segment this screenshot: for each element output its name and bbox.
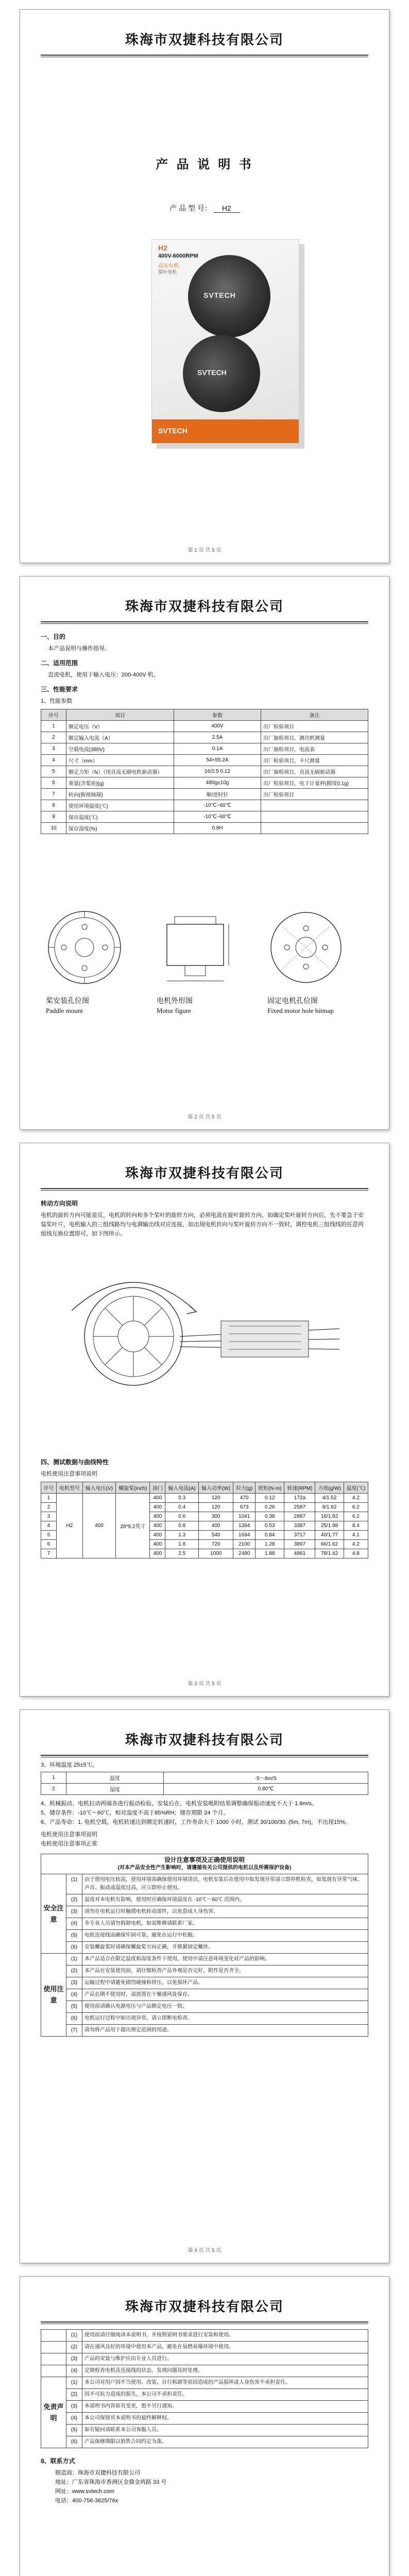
test-cell: 2 — [41, 1503, 57, 1512]
test-cell: 400 — [198, 1521, 233, 1531]
test-header-cell: 拉力(g) — [233, 1482, 255, 1494]
note-number: (5) — [66, 1930, 82, 1942]
test-cell: 4.2 — [344, 1494, 368, 1503]
notes-title-row — [41, 1854, 368, 1874]
note-number: (2) — [66, 2342, 82, 2353]
test-cell: 6.2 — [344, 1503, 368, 1512]
notes-table-continued — [41, 2329, 368, 2448]
test-cell: 1.8 — [165, 1540, 199, 1549]
note-row — [41, 2377, 368, 2389]
spec-cell: 3 — [41, 743, 66, 755]
test-cell: 3 — [41, 1512, 57, 1521]
note-text: 电机连接线需确保牢固可靠，避免在运行中松脱。 — [82, 1930, 368, 1942]
test-cell: 2.5 — [165, 1549, 199, 1558]
header-rule — [41, 55, 368, 57]
spec-cell: 出厂抽检项目，测功机测量 — [261, 732, 368, 743]
note-number: (7) — [66, 2025, 82, 2037]
notes-title-2: (对本产品安全性产生影响时，请遵循有关公司提供的电机以及所需保护设备) — [117, 1865, 292, 1871]
usage-sub-note-2: 电机使用注意事项正常 — [41, 1841, 97, 1847]
note-row — [41, 1918, 368, 1930]
note-text: 产品保修期限以销售合同约定为准。 — [82, 2436, 368, 2448]
spec-cell: 4 — [41, 755, 66, 766]
spec-cell — [261, 800, 368, 811]
env-cell: 1 — [41, 1772, 66, 1784]
note-text: 本产品在安装使用前，请仔细检查产品外观是否完好，附件是否齐全。 — [82, 1965, 368, 1977]
note-number: (1) — [66, 1874, 82, 1894]
note-number: (5) — [66, 2001, 82, 2013]
note-number: (6) — [66, 1942, 82, 1954]
spec-cell: 出厂检验项目，卡尺测量 — [261, 755, 368, 766]
test-cell: 78/1.42 — [315, 1549, 344, 1558]
note-text: 电机运行过程中如出现异常，请立即断电检查。 — [82, 2013, 368, 2025]
paddle-mount-figure — [46, 909, 123, 986]
motor-image-2 — [183, 335, 260, 412]
test-data-table — [41, 1482, 368, 1558]
env-title: 3、环境温度 25±5℃。 — [41, 1762, 98, 1768]
note-section-label: 免责声明 — [41, 2377, 66, 2448]
spec-cell: 保存温度(℃) — [66, 811, 174, 823]
test-cell: 540 — [198, 1531, 233, 1540]
note-section-label: 使用注意 — [41, 1954, 66, 2037]
test-cell: 3717 — [284, 1531, 315, 1540]
contact-line: 网址：www.svtech.com — [55, 2488, 114, 2495]
note-row — [41, 1894, 368, 1906]
cover-title: 产 品 说 明 书 — [156, 157, 253, 172]
section-purpose-text: 本产品说明与操作指导。 — [48, 646, 110, 652]
test-cell: 0.6 — [165, 1512, 199, 1521]
test-cell: 6 — [41, 1540, 57, 1549]
test-header-row — [41, 1482, 368, 1494]
spec-cell — [261, 823, 368, 834]
test-cell: 400 — [150, 1503, 165, 1512]
test-cell: 400 — [150, 1549, 165, 1558]
spec-cell — [261, 811, 368, 823]
fixed-hole-figure — [267, 909, 345, 986]
spec-header-cell: 备注 — [261, 709, 368, 721]
spec-cell: 5 — [41, 766, 66, 777]
spec-cell: 出厂检验项目，电子计量秤(精度0.1g) — [261, 777, 368, 789]
note-number: (4) — [66, 2413, 82, 2425]
note-number: (3) — [66, 1977, 82, 1989]
page-number: 第 2 页 共 5 页 — [188, 1114, 221, 1120]
figure-caption-2: 电机外形图 — [157, 996, 193, 1005]
box-desc1: 高压电机 — [158, 263, 179, 269]
test-cell: 8.4 — [344, 1521, 368, 1531]
note-text: 安装螺旋桨时请确保螺旋桨方向正确，并锁紧固定螺丝。 — [82, 1942, 368, 1954]
note-section-label: 安全注意 — [41, 1874, 66, 1954]
figure-caption-en-2: Motor figure — [157, 1007, 191, 1014]
contact-line: 制造商：珠海市双捷科技有限公司 — [55, 2470, 140, 2476]
test-cell: 1041 — [233, 1512, 255, 1521]
test-header-cell: 温度(℃) — [344, 1482, 368, 1494]
test-cell-model: H2 — [57, 1494, 83, 1558]
test-cell: 1394 — [233, 1521, 255, 1531]
spec-cell: 额定力矩（N）（用直流无刷电机驱动器） — [66, 766, 174, 777]
rotation-text: 电机的旋转方向可能是反，电机的转向和多个桨叶的旋转方向，必须电流在旋叶旋转方向。如确定桨叶旋转方向后，先不要急于安装桨叶片，电机输入的三组线路均与电调输出线对应连接，如出现电机转向与桨叶旋转方向不一致时，调控电机三组线线的任意两组线互换位置即可，如下图所示。 — [41, 1212, 364, 1237]
note-text: 如有疑问请联系本公司客服人员。 — [82, 2425, 368, 2436]
test-cell: 0.84 — [255, 1531, 284, 1540]
company-name: 珠海市双捷科技有限公司 — [125, 599, 284, 615]
box-model: H2 — [158, 244, 167, 252]
test-cell: 400 — [150, 1540, 165, 1549]
spec-cell: 额定电压（V） — [66, 721, 174, 732]
note-number: (3) — [66, 1906, 82, 1918]
env-cell: 0.80℃ — [164, 1784, 368, 1795]
note-text: 使用前请确认电源电压与产品额定电压一致。 — [82, 2001, 368, 2013]
spec-row — [41, 811, 368, 823]
test-cell: 8/1.62 — [315, 1503, 344, 1512]
note-text: 本公司保留对本说明书的最终解释权。 — [82, 2413, 368, 2425]
item-6: 6、产品寿命：1. 电机空载，电机转速达到额定转速时，工作寿命大于 1000 小时，测试 30/100/30. (5m, 7m)，不出现15%。 — [41, 1819, 351, 1825]
spec-cell: 转向(俯视轴端) — [66, 789, 174, 800]
note-row — [41, 2001, 368, 2013]
test-cell: 2587 — [284, 1503, 315, 1512]
test-cell: 470 — [233, 1494, 255, 1503]
note-row — [41, 2330, 368, 2342]
spec-cell: 400V — [174, 721, 261, 732]
company-name: 珠海市双捷科技有限公司 — [125, 1733, 284, 1748]
notes-title-cell — [41, 1854, 368, 1874]
test-header-cell: 扭矩(N·m) — [255, 1482, 284, 1494]
test-cell: 1.3 — [165, 1531, 199, 1540]
test-cell: 0.4 — [165, 1503, 199, 1512]
page-4 — [20, 1709, 389, 2263]
page-number: 第 1 页 共 5 页 — [188, 548, 221, 553]
spec-cell: 出厂检验项目 — [261, 789, 368, 800]
test-cell: 4.8 — [344, 1549, 368, 1558]
model-label: 产 品 型 号： — [169, 204, 212, 212]
contact-block — [41, 2468, 368, 2505]
motor-brand-1: SVTECH — [203, 291, 236, 299]
spec-row — [41, 777, 368, 789]
note-label-spacer — [41, 2353, 66, 2365]
env-row — [41, 1772, 368, 1784]
motor-figure — [157, 909, 234, 986]
test-cell-voltage: 400 — [82, 1494, 116, 1558]
test-header-cell: 输入功率(W) — [198, 1482, 233, 1494]
test-cell: 400 — [150, 1531, 165, 1540]
spec-cell: 保存湿度(%) — [66, 823, 174, 834]
figures-row — [41, 909, 368, 1038]
test-cell: 4.2 — [344, 1540, 368, 1549]
spec-cell: 使用环境温度(℃) — [66, 800, 174, 811]
test-cell: 0.26 — [255, 1503, 284, 1512]
env-table — [41, 1772, 368, 1795]
spec-row — [41, 823, 368, 834]
note-number: (3) — [66, 2401, 82, 2413]
note-number: (3) — [66, 2353, 82, 2365]
note-row — [41, 1942, 368, 1954]
item-5: 5、储存条件：-10℃～60℃，相对湿度不高于85%RH；储存期限 24 个月。 — [41, 1810, 229, 1816]
box-footer-band — [152, 419, 299, 443]
test-cell: 120 — [198, 1494, 233, 1503]
note-text: 本说明书内容如有变更，恕不另行通知。 — [82, 2401, 368, 2413]
spec-cell: 空载电流(380V) — [66, 743, 174, 755]
product-box — [151, 239, 299, 444]
test-cell: 1000 — [198, 1549, 233, 1558]
note-text: 定期检查电机及连接线的状态，发现问题及时处理。 — [82, 2365, 368, 2377]
test-cell: 2100 — [233, 1540, 255, 1549]
figure-caption-3: 固定电机孔位图 — [267, 996, 318, 1005]
env-cell: -5～8m/S — [164, 1772, 368, 1784]
note-text: 产品长期不使用时，请放置在干燥通风处保存。 — [82, 1989, 368, 2001]
box-footer-brand: SVTECH — [158, 427, 188, 435]
section-performance-sub: 1、性能参数 — [41, 698, 73, 704]
test-cell: 400 — [150, 1494, 165, 1503]
env-row — [41, 1784, 368, 1795]
note-number: (4) — [66, 1989, 82, 2001]
spec-cell: 54×55.2A — [174, 755, 261, 766]
spec-cell: 2.5A — [174, 732, 261, 743]
spec-cell: 2 — [41, 732, 66, 743]
note-row — [41, 2353, 368, 2365]
note-number: (5) — [66, 2425, 82, 2436]
test-cell-prop: 28*9.2英寸 — [116, 1494, 150, 1558]
note-row — [41, 2436, 368, 2448]
motor-brand-2: SVTECH — [197, 368, 227, 377]
note-text: 本产品适合在限定温度和湿度条件下使用，使用中请注意环境变化对产品的影响。 — [82, 1954, 368, 1965]
note-number: (1) — [66, 2330, 82, 2342]
figure-caption-1: 桨安装孔位图 — [46, 996, 89, 1005]
page-number: 第 3 页 共 5 页 — [188, 1681, 221, 1687]
figure-caption-en-1: Paddle mount — [46, 1007, 83, 1014]
note-number: (6) — [66, 2436, 82, 2448]
note-number: (2) — [66, 2389, 82, 2401]
test-cell: 4/1.52 — [315, 1494, 344, 1503]
page-3 — [20, 1143, 389, 1697]
test-header-cell: 力效(g/W) — [315, 1482, 344, 1494]
test-cell: 0.8 — [165, 1521, 199, 1531]
spec-row — [41, 789, 368, 800]
spec-cell: 16/2.5 0.12 — [174, 766, 261, 777]
rotation-drawing — [51, 1233, 360, 1439]
spec-row — [41, 755, 368, 766]
note-row — [41, 1954, 368, 1965]
test-cell: 1694 — [233, 1531, 255, 1540]
box-rpm: 400V-6000RPM — [158, 253, 198, 259]
spec-cell: 9 — [41, 811, 66, 823]
spec-cell: 重量(含桨座)(g) — [66, 777, 174, 789]
test-cell: 25/1.98 — [315, 1521, 344, 1531]
test-cell: 1.88 — [255, 1549, 284, 1558]
motor-image-1 — [188, 255, 270, 337]
figure-caption-en-3: Fixed motor hole bitmap — [267, 1007, 334, 1014]
section-scope-text: 直流电机，使用于输入电压：200-400V 机。 — [48, 672, 159, 678]
test-cell: 120 — [198, 1503, 233, 1512]
note-text: 本公司对用户因不当使用、改装、自行拆卸等原因造成的产品损坏或人身伤害不承担责任。 — [82, 2377, 368, 2389]
note-row — [41, 2013, 368, 2025]
test-header-cell: 序号 — [41, 1482, 57, 1494]
test-header-cell: 油门 — [150, 1482, 165, 1494]
spec-cell: 出厂抽检项目，直流无刷驱动器 — [261, 766, 368, 777]
note-row — [41, 2389, 368, 2401]
note-text: 非专业人员请勿拆卸电机，如需维修请联系厂家。 — [82, 1918, 368, 1930]
section-purpose-title: 一、目的 — [41, 633, 66, 640]
note-label-spacer — [41, 2342, 66, 2353]
spec-row — [41, 743, 368, 755]
test-header-cell: 螺旋桨(inch) — [116, 1482, 150, 1494]
model-value: H2 — [214, 204, 240, 213]
note-number: (2) — [66, 1894, 82, 1906]
page-number: 第 4 页 共 5 页 — [188, 2248, 221, 2253]
test-cell: 2887 — [284, 1512, 315, 1521]
note-row — [41, 1906, 368, 1918]
spec-cell: 480g±10g — [174, 777, 261, 789]
note-text: 请勿在电机运行时触摸电机转动部件，以免造成人身伤害。 — [82, 1906, 368, 1918]
model-line — [20, 203, 389, 213]
test-cell: 5 — [41, 1531, 57, 1540]
note-text: 请勿将产品用于超出规定范围的用途。 — [82, 2025, 368, 2037]
note-number: (1) — [66, 1954, 82, 1965]
note-row — [41, 1874, 368, 1894]
test-cell: 172a — [284, 1494, 315, 1503]
company-name: 珠海市双捷科技有限公司 — [125, 32, 284, 48]
note-row — [41, 2365, 368, 2377]
note-number: (4) — [66, 2365, 82, 2377]
note-label-spacer — [41, 2365, 66, 2377]
spec-cell: 出厂检验项目 — [261, 721, 368, 732]
spec-header-row — [41, 709, 368, 721]
env-cell: 温度 — [66, 1772, 164, 1784]
note-text: 请在通风良好的环境中使用本产品，避免在易燃易爆环境中使用。 — [82, 2342, 368, 2353]
test-cell: 400 — [150, 1512, 165, 1521]
spec-cell: 0.8H — [174, 823, 261, 834]
note-row — [41, 2425, 368, 2436]
test-cell: 2480 — [233, 1549, 255, 1558]
test-header-cell: 输入电流(A) — [165, 1482, 199, 1494]
page-2 — [20, 576, 389, 1130]
note-row — [41, 2413, 368, 2425]
test-cell: 400 — [150, 1521, 165, 1531]
page-5 — [20, 2276, 389, 2576]
env-cell: 湿度 — [66, 1784, 164, 1795]
spec-cell: 8 — [41, 800, 66, 811]
test-cell: 16/1.92 — [315, 1512, 344, 1521]
note-text: 使用前请仔细阅读本说明书，并按照说明书要求进行安装和使用。 — [82, 2330, 368, 2342]
test-cell: 3387 — [284, 1521, 315, 1531]
spec-cell: 出厂抽检项目，电流表 — [261, 743, 368, 755]
test-cell: 4 — [41, 1521, 57, 1531]
test-header-cell: 电机型号 — [57, 1482, 83, 1494]
spec-row — [41, 766, 368, 777]
test-cell: 0.12 — [255, 1494, 284, 1503]
note-text: 产品的安装与维护应由专业人员进行。 — [82, 2353, 368, 2365]
company-name: 珠海市双捷科技有限公司 — [125, 1166, 284, 1181]
note-text: 温度对本电机有影响，使用时应确保环境温度在 -10℃～60℃ 范围内。 — [82, 1894, 368, 1906]
test-cell: 0.3 — [165, 1494, 199, 1503]
page-1 — [20, 9, 389, 563]
test-cell: 720 — [198, 1540, 233, 1549]
test-cell: 300 — [198, 1512, 233, 1521]
test-cell: 6.2 — [344, 1512, 368, 1521]
test-cell: 3897 — [284, 1540, 315, 1549]
test-row — [41, 1494, 368, 1503]
test-header-cell: 输入电压(V) — [82, 1482, 116, 1494]
test-data-title: 四、测试数据与曲线特性 — [41, 1459, 109, 1466]
fixed-hole-drawing — [267, 909, 345, 986]
note-row — [41, 1989, 368, 2001]
spec-cell: 6 — [41, 777, 66, 789]
contact-line: 地址：广东省珠海市香洲区金鼎金鸡路 33 号 — [55, 2479, 167, 2485]
spec-header-cell: 项目 — [66, 709, 174, 721]
spec-row — [41, 721, 368, 732]
spec-cell: 1 — [41, 721, 66, 732]
note-text: 运输过程中请避免剧烈碰撞和挤压，以免损坏产品。 — [82, 1977, 368, 1989]
note-text: 由于使用电压较高，使用环境需确保使用环境清洁，电机安装后在使用中如发现异常请立即停机检查，如发现有异常气味、声音、振动或温度过高，应立即停止使用。 — [82, 1874, 368, 1894]
note-row — [41, 2342, 368, 2353]
company-name: 珠海市双捷科技有限公司 — [125, 2299, 284, 2315]
spec-table — [41, 709, 368, 834]
spec-header-cell: 参数 — [174, 709, 261, 721]
motor-figure-drawing — [157, 909, 234, 986]
note-number: (2) — [66, 1965, 82, 1977]
rotation-figure — [51, 1233, 360, 1439]
rotation-title: 转动方向说明 — [41, 1200, 78, 1207]
note-label-spacer — [41, 2330, 66, 2342]
spec-header-cell: 序号 — [41, 709, 66, 721]
product-box-image — [151, 239, 332, 463]
test-cell: 66/1.62 — [315, 1540, 344, 1549]
section-performance-title: 三、性能要求 — [41, 686, 78, 693]
contact-line: 电话：400-756-3625/76x — [55, 2498, 118, 2504]
spec-cell: 尺寸（mm） — [66, 755, 174, 766]
note-number: (6) — [66, 2013, 82, 2025]
contact-title: 8、联系方式 — [41, 2458, 75, 2465]
note-row — [41, 1977, 368, 1989]
note-row — [41, 1965, 368, 1977]
box-desc2: 桨叶电机 — [158, 269, 177, 275]
note-number: (4) — [66, 1918, 82, 1930]
test-cell: 0.53 — [255, 1521, 284, 1531]
note-number: (1) — [66, 2377, 82, 2389]
spec-cell: 7 — [41, 789, 66, 800]
env-cell: 2 — [41, 1784, 66, 1795]
test-cell: 4861 — [284, 1549, 315, 1558]
test-cell: 4.1 — [344, 1531, 368, 1540]
spec-cell: -10℃~60℃ — [174, 811, 261, 823]
spec-cell: 顺/逆时针 — [174, 789, 261, 800]
spec-row — [41, 800, 368, 811]
spec-cell: 额定输入电流（A） — [66, 732, 174, 743]
spec-cell: 10 — [41, 823, 66, 834]
test-cell: 7 — [41, 1549, 57, 1558]
notes-title: 设计注意事项及正确使用说明 — [164, 1856, 245, 1863]
note-text: 因不可抗力造成的损失，本公司不承担责任。 — [82, 2389, 368, 2401]
test-cell: 1.28 — [255, 1540, 284, 1549]
note-row — [41, 2401, 368, 2413]
notes-table — [41, 1854, 368, 2037]
paddle-mount-drawing — [46, 909, 123, 986]
item-4: 4、机械振动、电机拉动两端各进行振动检验，安装后在，电机安装吸附结果调整确保振动速度不大于 1.6m/s。 — [41, 1801, 318, 1807]
spec-cell: -10℃~60℃ — [174, 800, 261, 811]
spec-cell: 0.1A — [174, 743, 261, 755]
test-data-sub: 电机使用注意事项说明 — [41, 1471, 97, 1477]
spec-row — [41, 732, 368, 743]
test-cell: 1 — [41, 1494, 57, 1503]
test-cell: 40/1.77 — [315, 1531, 344, 1540]
test-header-cell: 转速(RPM) — [284, 1482, 315, 1494]
section-scope-title: 二、适用范围 — [41, 659, 78, 667]
test-cell: 673 — [233, 1503, 255, 1512]
note-row — [41, 1930, 368, 1942]
test-cell: 0.38 — [255, 1512, 284, 1521]
note-row — [41, 2025, 368, 2037]
usage-sub-note: 电机使用注意事项说明 — [41, 1832, 97, 1838]
